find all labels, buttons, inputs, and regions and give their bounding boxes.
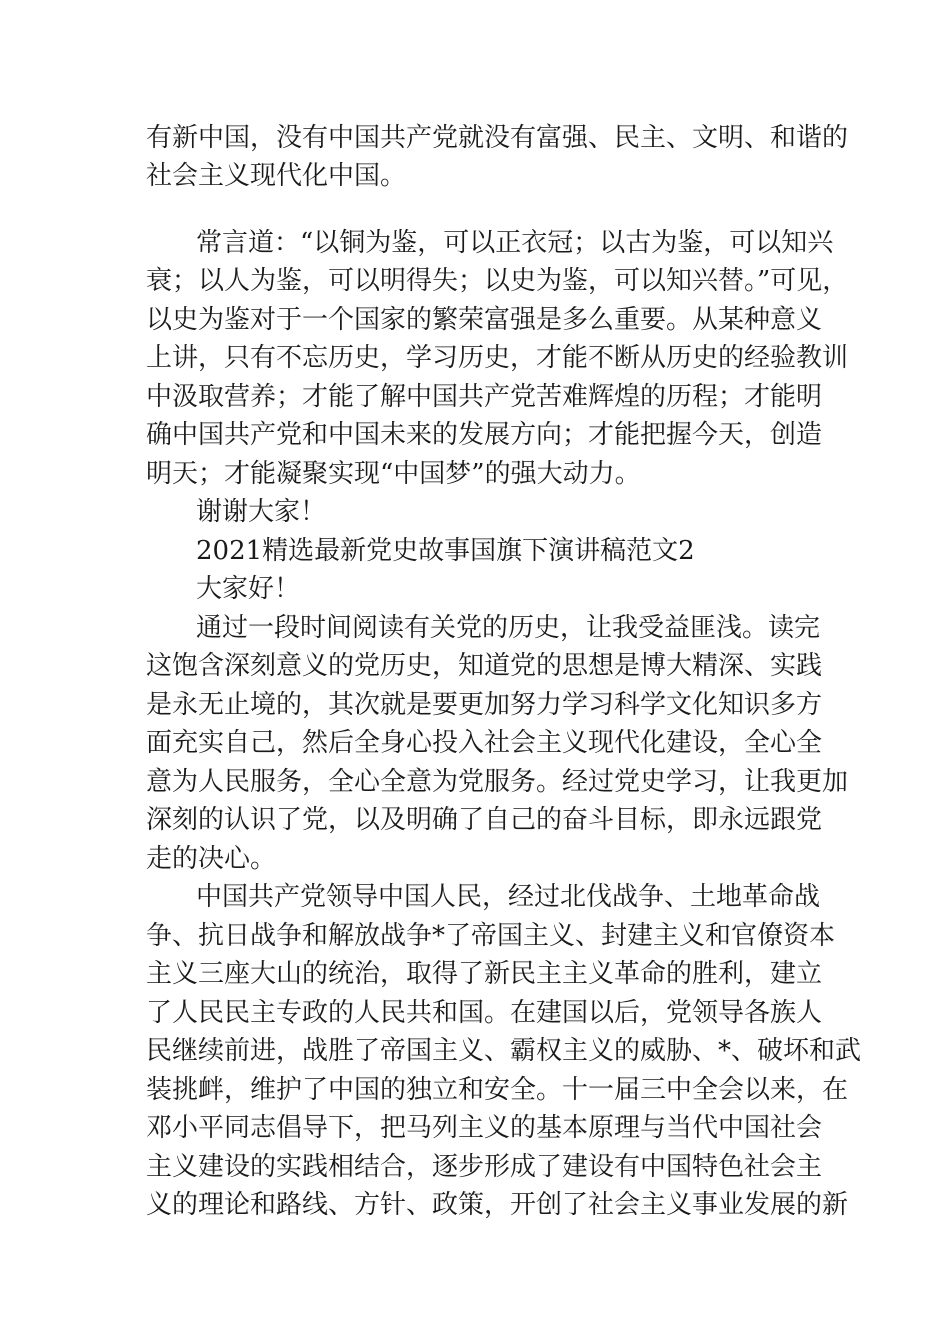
text-line: 意为人民服务，全心全意为党服务。经过党史学习，让我更加 — [146, 767, 849, 797]
text-line: 有新中国，没有中国共产党就没有富强、民主、文明、和谐的 — [146, 123, 849, 153]
text-line: 上讲，只有不忘历史，学习历史，才能不断从历史的经验教训 — [146, 343, 849, 373]
text-line: 主义三座大山的统治，取得了新民主主义革命的胜利，建立 — [146, 959, 823, 989]
text-line: 以史为鉴对于一个国家的繁荣富强是多么重要。从某种意义 — [146, 305, 823, 335]
text-line: 确中国共产党和中国未来的发展方向；才能把握今天，创造 — [146, 420, 823, 450]
section-heading: 2021精选最新党史故事国旗下演讲稿范文2 — [196, 536, 695, 566]
text-line: 民继续前进，战胜了帝国主义、霸权主义的威胁、*、破坏和武 — [146, 1036, 862, 1066]
text-line: 深刻的认识了党，以及明确了自己的奋斗目标，即永远跟党 — [146, 805, 823, 835]
text-line: 装挑衅，维护了中国的独立和安全。十一届三中全会以来，在 — [146, 1075, 849, 1105]
text-line: 邓小平同志倡导下，把马列主义的基本原理与当代中国社会 — [146, 1113, 823, 1143]
text-line: 面充实自己，然后全身心投入社会主义现代化建设，全心全 — [146, 728, 823, 758]
text-line: 这饱含深刻意义的党历史，知道党的思想是博大精深、实践 — [146, 651, 823, 681]
text-line: 通过一段时间阅读有关党的历史，让我受益匪浅。读完 — [196, 613, 821, 643]
text-line: 社会主义现代化中国。 — [146, 161, 407, 191]
text-line: 走的决心。 — [146, 844, 277, 874]
text-line: 中国共产党领导中国人民，经过北伐战争、土地革命战 — [196, 882, 821, 912]
text-line: 义的理论和路线、方针、政策，开创了社会主义事业发展的新 — [146, 1190, 849, 1220]
greeting: 大家好！ — [196, 574, 301, 604]
text-line: 中汲取营养；才能了解中国共产党苦难辉煌的历程；才能明 — [146, 382, 823, 412]
text-line: 谢谢大家！ — [196, 497, 327, 527]
text-line: 明天；才能凝聚实现“中国梦”的强大动力。 — [146, 459, 641, 489]
text-line: 争、抗日战争和解放战争*了帝国主义、封建主义和官僚资本 — [146, 921, 836, 951]
text-line: 常言道：“以铜为鉴，可以正衣冠；以古为鉴，可以知兴 — [196, 228, 834, 258]
text-line: 衰；以人为鉴，可以明得失；以史为鉴，可以知兴替。”可见， — [146, 266, 849, 296]
text-line: 了人民民主专政的人民共和国。在建国以后，党领导各族人 — [146, 998, 823, 1028]
text-line: 是永无止境的，其次就是要更加努力学习科学文化知识多方 — [146, 690, 823, 720]
text-line: 主义建设的实践相结合，逐步形成了建设有中国特色社会主 — [146, 1152, 823, 1182]
